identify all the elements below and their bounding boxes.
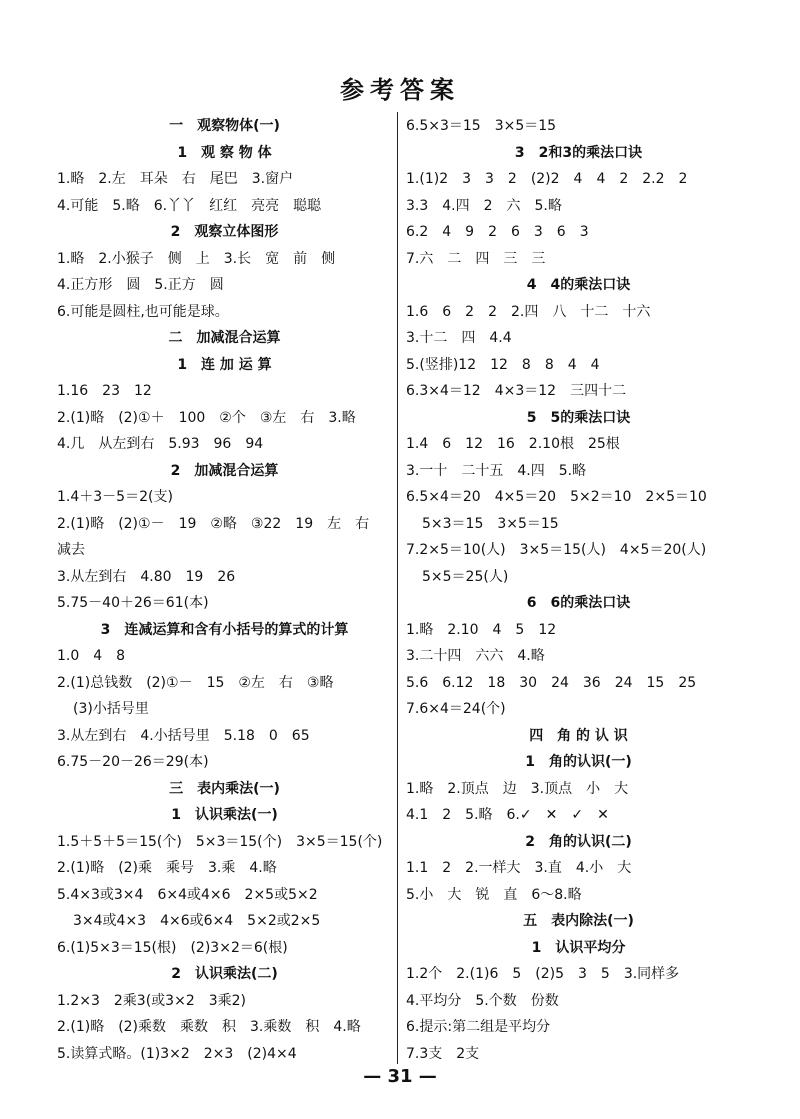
section-heading: 2 认识乘法(二) bbox=[171, 966, 278, 982]
answer-line: 7.6×4＝24(个) bbox=[406, 701, 506, 717]
answer-line: 5×5＝25(人) bbox=[422, 568, 509, 585]
answer-line: 6.75－20－26＝29(本) bbox=[57, 754, 209, 770]
section-heading: 5 5的乘法口诀 bbox=[526, 409, 631, 426]
answer-line: 3×4或4×3 4×6或6×4 5×2或2×5 bbox=[73, 913, 321, 929]
answer-line: 3.二十四 六六 4.略 bbox=[406, 648, 545, 664]
section-heading: 1 认识平均分 bbox=[531, 939, 626, 956]
answer-line: 7.2×5＝10(人) 3×5＝15(人) 4×5＝20(人) bbox=[406, 542, 707, 558]
answer-line: 7.3支 2支 bbox=[406, 1045, 480, 1062]
answer-line: 1.4 6 12 16 2.10根 25根 bbox=[406, 436, 620, 452]
answer-line: 1.(1)2 3 3 2 (2)2 4 4 2 2.2 2 bbox=[406, 171, 688, 187]
answer-line: 3.从左到右 4.小括号里 5.18 0 65 bbox=[57, 727, 310, 744]
answer-line: 3.3 4.四 2 六 5.略 bbox=[406, 197, 562, 214]
answer-column-right bbox=[406, 113, 751, 1067]
answer-line: 5×3＝15 3×5＝15 bbox=[422, 515, 559, 532]
answer-line: 6.2 4 9 2 6 3 6 3 bbox=[406, 224, 589, 240]
section-heading: 1 连 加 运 算 bbox=[177, 356, 272, 373]
section-heading: 6 6的乘法口诀 bbox=[526, 595, 631, 611]
answer-line: 1.略 2.10 4 5 12 bbox=[406, 621, 557, 638]
answer-line: 4.可能 5.略 6.丫丫 红红 亮亮 聪聪 bbox=[57, 197, 322, 214]
answer-line: 1.6 6 2 2 2.四 八 十二 十六 bbox=[406, 303, 651, 320]
answer-line: 5.(竖排)12 12 8 8 4 4 bbox=[406, 356, 600, 373]
section-heading: 1 角的认识(一) bbox=[525, 754, 632, 770]
section-heading: 1 观 察 物 体 bbox=[177, 144, 272, 161]
answer-line: 6.3×4＝12 4×3＝12 三四十二 bbox=[406, 383, 627, 399]
answer-line: 3.从左到右 4.80 19 26 bbox=[57, 568, 236, 585]
column-divider bbox=[397, 112, 398, 1064]
answer-line: 6.提示:第二组是平均分 bbox=[406, 1019, 551, 1035]
answer-line: 1.略 2.顶点 边 3.顶点 小 大 bbox=[406, 780, 629, 797]
section-heading: 3 2和3的乘法口诀 bbox=[514, 144, 643, 161]
answer-line: 7.六 二 四 三 三 bbox=[406, 250, 546, 267]
section-heading: 三 表内乘法(一) bbox=[169, 780, 280, 797]
section-heading: 3 连减运算和含有小括号的算式的计算 bbox=[100, 621, 349, 638]
section-heading: 1 认识乘法(一) bbox=[171, 807, 278, 823]
answer-line: 1.0 4 8 bbox=[57, 648, 126, 664]
page-number: — 31 — bbox=[363, 1066, 437, 1087]
answer-line: 1.16 23 12 bbox=[57, 383, 152, 399]
answer-line: 6.5×3＝15 3×5＝15 bbox=[406, 118, 557, 134]
answer-line: 5.读算式略。(1)3×2 2×3 (2)4×4 bbox=[57, 1045, 297, 1062]
section-heading: 五 表内除法(一) bbox=[523, 913, 634, 929]
answer-line: 3.一十 二十五 4.四 5.略 bbox=[406, 462, 587, 479]
answer-line: 1.2×3 2乘3(或3×2 3乘2) bbox=[57, 992, 246, 1009]
answer-line: (3)小括号里 bbox=[73, 701, 149, 717]
answer-line: 3.十二 四 4.4 bbox=[406, 330, 512, 346]
answer-line: 1.5＋5＋5＝15(个) 5×3＝15(个) 3×5＝15(个) bbox=[57, 833, 383, 850]
answer-line: 2.(1)略 (2)①－ 19 ②略 ③22 19 左 右 bbox=[57, 515, 370, 532]
answer-line: 1.1 2 2.一样大 3.直 4.小 大 bbox=[406, 860, 632, 876]
section-heading: 4 4的乘法口诀 bbox=[526, 277, 631, 293]
answer-line: 5.4×3或3×4 6×4或4×6 2×5或5×2 bbox=[57, 886, 318, 903]
answer-line: 2.(1)总钱数 (2)①－ 15 ②左 右 ③略 bbox=[57, 674, 334, 691]
section-heading: 2 角的认识(二) bbox=[525, 833, 632, 850]
answer-column-left bbox=[57, 113, 392, 1067]
answer-line: 2.(1)略 (2)乘 乘号 3.乘 4.略 bbox=[57, 860, 277, 876]
answer-line: 减去 bbox=[57, 542, 85, 558]
answer-line: 5.小 大 锐 直 6～8.略 bbox=[406, 886, 582, 903]
answer-line: 1.4＋3－5＝2(支) bbox=[57, 489, 173, 505]
section-heading: 四 角 的 认 识 bbox=[529, 727, 628, 744]
answer-line: 6.可能是圆柱,也可能是球。 bbox=[57, 303, 229, 320]
answer-line: 1.2个 2.(1)6 5 (2)5 3 5 3.同样多 bbox=[406, 966, 680, 982]
page-title: 参考答案 bbox=[340, 76, 460, 104]
answer-line: 5.75－40＋26＝61(本) bbox=[57, 595, 209, 611]
answer-line: 6.(1)5×3＝15(根) (2)3×2＝6(根) bbox=[57, 939, 288, 956]
section-heading: 2 加减混合运算 bbox=[170, 462, 279, 479]
answer-line: 4.正方形 圆 5.正方 圆 bbox=[57, 277, 224, 293]
answer-line: 4.1 2 5.略 6.✓ ✕ ✓ ✕ bbox=[406, 807, 609, 823]
answer-line: 2.(1)略 (2)乘数 乘数 积 3.乘数 积 4.略 bbox=[57, 1019, 361, 1035]
answer-line: 5.6 6.12 18 30 24 36 24 15 25 bbox=[406, 674, 697, 691]
answer-line: 4.几 从左到右 5.93 96 94 bbox=[57, 436, 264, 452]
answer-line: 4.平均分 5.个数 份数 bbox=[406, 992, 559, 1009]
answer-line: 2.(1)略 (2)①＋ 100 ②个 ③左 右 3.略 bbox=[57, 409, 356, 426]
section-heading: 一 观察物体(一) bbox=[169, 118, 280, 134]
answer-line: 6.5×4＝20 4×5＝20 5×2＝10 2×5＝10 bbox=[406, 489, 707, 505]
answer-line: 1.略 2.左 耳朵 右 尾巴 3.窗户 bbox=[57, 171, 294, 187]
section-heading: 2 观察立体图形 bbox=[170, 224, 279, 240]
answer-line: 1.略 2.小猴子 侧 上 3.长 宽 前 侧 bbox=[57, 250, 336, 267]
section-heading: 二 加减混合运算 bbox=[168, 330, 281, 346]
